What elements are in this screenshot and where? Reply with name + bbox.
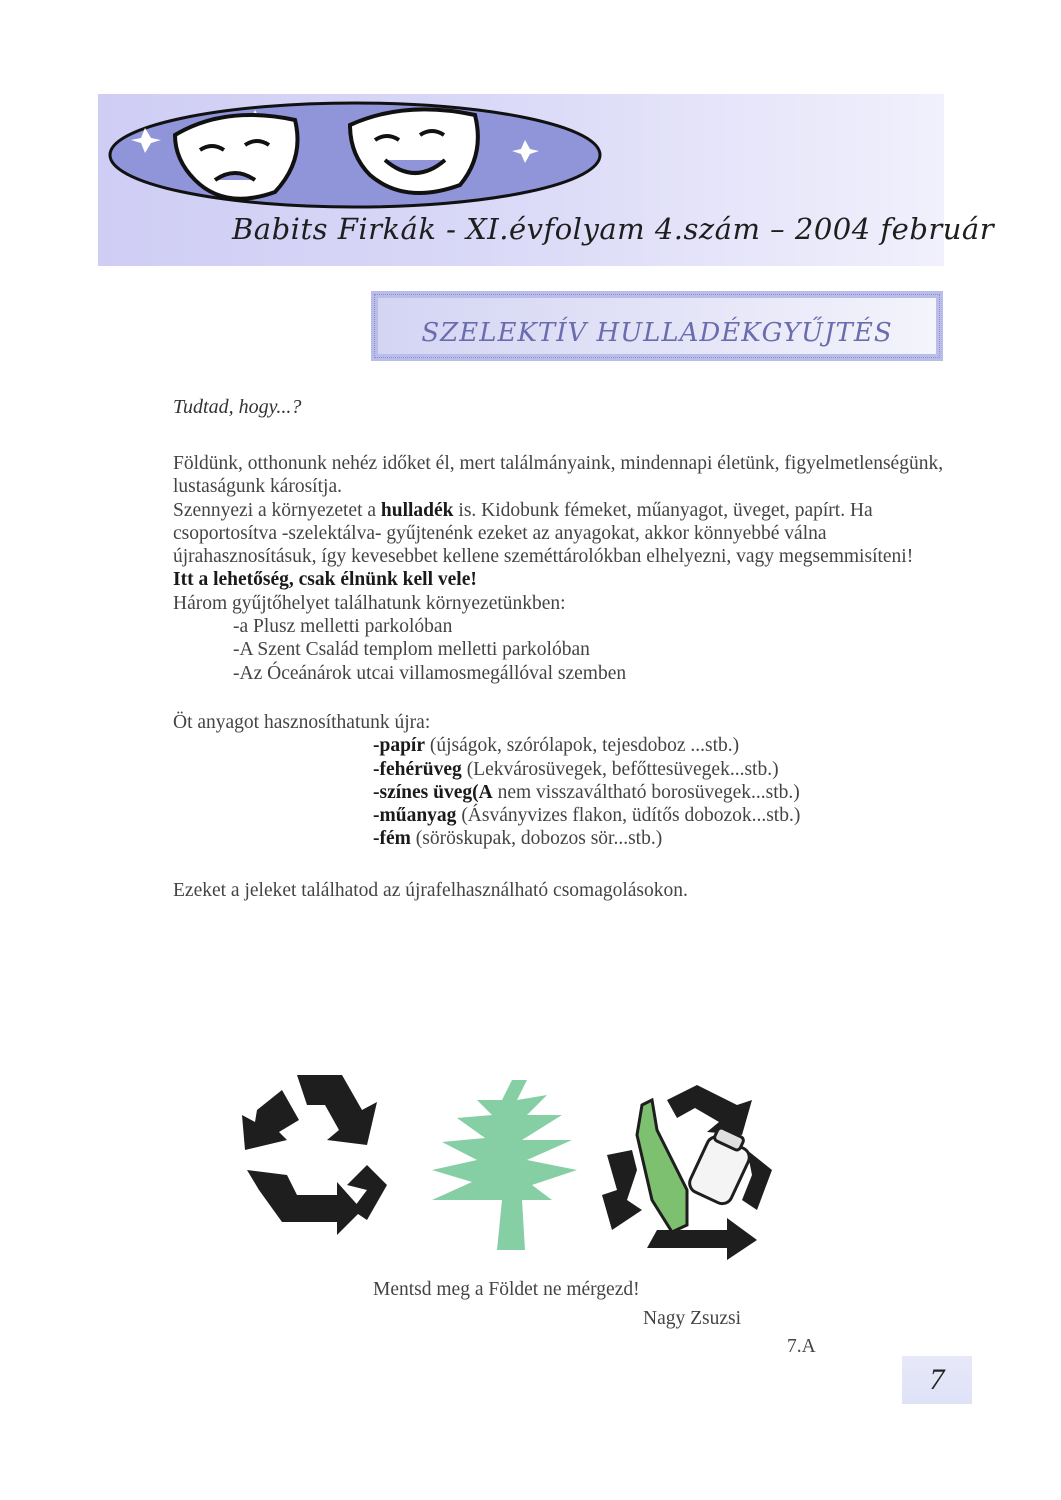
collection-point: -A Szent Család templom melletti parkolóban	[233, 639, 590, 661]
intro-question: Tudtad, hogy...?	[173, 396, 302, 418]
material-name: -fehérüveg	[373, 758, 462, 780]
material-item	[173, 758, 963, 781]
article-title-box	[371, 291, 943, 361]
paragraph-2	[173, 499, 963, 569]
closing-line: Mentsd meg a Földet ne mérgezd!	[373, 1279, 640, 1300]
collection-point: -Az Óceánárok utcai villamosmegállóval szemben	[233, 662, 627, 684]
collection-intro: Három gyűjtőhelyet találhatunk környezetünkben:	[173, 592, 566, 614]
paragraph-2-suffix: is. Kidobunk fémeket, műanyagot, üveget, papírt. Ha csoportosítva -szelektálva- gyűjtenénk ezeket az anyagokat, akkor könnyebbé válna újrahasznosításuk, így kevesebbet kellene szeméttárolókban elhelyezni, vagy megsemmisíteni!	[173, 499, 914, 568]
material-item	[173, 734, 963, 757]
recycling-symbols	[227, 1060, 787, 1260]
banner-title: Babits Firkák - XI.évfolyam 4.szám – 2004 február	[232, 212, 995, 246]
page-number: 7	[902, 1356, 972, 1404]
emphasis-text: Itt a lehetőség, csak élnünk kell vele!	[173, 569, 477, 591]
symbols-note: Ezeket a jeleket találhatod az újrafelhasználható csomagolásokon.	[173, 879, 688, 901]
glass-recycle-icon	[602, 1085, 772, 1260]
material-name: -színes üveg(A	[373, 781, 493, 803]
recycle-icon	[242, 1075, 387, 1235]
material-item	[173, 827, 963, 850]
material-item	[173, 804, 963, 827]
author-name: Nagy Zsuzsi	[643, 1308, 742, 1329]
material-name: -fém	[373, 828, 411, 850]
material-name: -papír	[373, 735, 426, 757]
material-desc: (újságok, szórólapok, tejesdoboz ...stb.)	[425, 735, 740, 757]
emphasis-line	[173, 568, 963, 591]
article-body	[173, 452, 963, 902]
material-name: -műanyag	[373, 805, 457, 827]
author-class: 7.A	[787, 1336, 816, 1357]
article-title: SZELEKTÍV HULLADÉKGYŰJTÉS	[421, 318, 893, 348]
collection-point: -a Plusz melletti parkolóban	[233, 616, 453, 638]
material-desc: (Ásványvizes flakon, üdítős dobozok...stb.)	[456, 805, 801, 827]
material-desc: (söröskupak, dobozos sör...stb.)	[410, 828, 663, 850]
theatre-masks-icon	[105, 100, 605, 210]
material-item	[173, 781, 963, 804]
paragraph-2-prefix: Szennyezi a környezetet a	[173, 499, 381, 521]
materials-intro: Öt anyagot hasznosíthatunk újra:	[173, 711, 431, 733]
paragraph-1: Földünk, otthonunk nehéz időket él, mert találmányaink, mindennapi életünk, figyelmetlenségünk, lustaságunk károsítja.	[173, 453, 944, 498]
paragraph-2-bold: hulladék	[380, 499, 454, 521]
green-tree-icon	[432, 1080, 577, 1250]
material-desc: (Lekvárosüvegek, befőttesüvegek...stb.)	[461, 758, 779, 780]
material-desc: nem visszaváltható borosüvegek...stb.)	[492, 781, 800, 803]
